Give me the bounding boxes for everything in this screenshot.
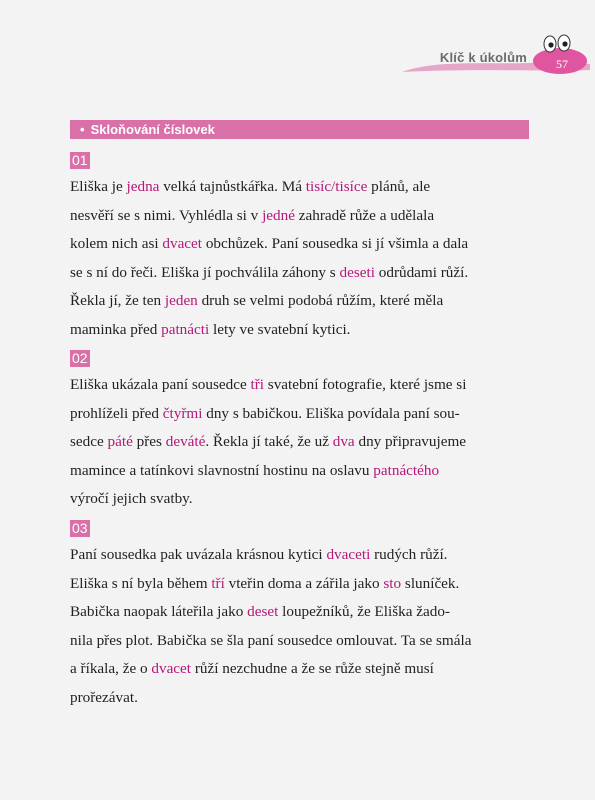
text-run: a říkala, že o	[70, 660, 152, 678]
text-run: Eliška je	[70, 178, 127, 195]
highlighted-numeral: deseti	[339, 263, 375, 281]
text-run: odrůdami růží.	[374, 263, 469, 281]
exercise-02	[70, 350, 540, 514]
highlighted-numeral: tři	[250, 376, 264, 393]
text-run: se s ní do řeči. Eliška jí pochválila záhony s	[70, 263, 340, 281]
section-title: Skloňování číslovek	[90, 122, 215, 137]
exercise-number: 01	[72, 152, 88, 168]
text-run: zahradě růže a udělala	[294, 206, 435, 224]
exercise-number: 02	[72, 350, 88, 366]
highlighted-numeral: patnáctého	[373, 461, 440, 479]
highlighted-numeral: jeden	[164, 292, 198, 310]
highlighted-numeral: patnácti	[161, 320, 210, 338]
highlighted-numeral: jedna	[126, 178, 160, 195]
text-run: Paní sousedka pak uvázala krásnou kytici	[70, 546, 327, 563]
text-run: lety ve svatební kytici.	[209, 320, 351, 338]
highlighted-numeral: jedné	[262, 206, 295, 224]
page-header	[400, 28, 595, 78]
text-run: Babička naopak láteřila jako	[70, 603, 248, 621]
text-run: plánů, ale	[367, 178, 431, 195]
text-run: nila přes plot. Babička se šla paní sousedce omlouvat. Ta se smála	[70, 631, 472, 649]
highlighted-numeral: sto	[383, 574, 402, 592]
text-run: sluníček.	[401, 574, 460, 592]
text-run: obchůzek. Paní sousedka si jí všimla a dala	[202, 235, 469, 253]
exercise-03	[70, 520, 540, 713]
highlighted-numeral: dvaceti	[326, 546, 371, 563]
text-run: Eliška ukázala paní sousedce	[70, 376, 251, 393]
text-run: Eliška s ní byla během	[70, 574, 212, 592]
text-run: prořezávat.	[70, 688, 138, 706]
exercise-number: 03	[72, 520, 88, 536]
page-number: 57	[556, 57, 568, 71]
highlighted-numeral: páté	[107, 433, 133, 451]
text-run: dny s babičkou. Eliška povídala paní sou-	[202, 404, 460, 422]
text-run: nesvěří se s nimi. Vyhlédla si v	[70, 206, 263, 224]
highlighted-numeral: tisíc/tisíce	[305, 178, 368, 195]
highlighted-numeral: čtyřmi	[162, 404, 203, 422]
text-run: kolem nich asi	[70, 235, 163, 253]
text-run: přes	[132, 433, 166, 451]
exercise-text	[70, 371, 540, 514]
section-heading	[70, 120, 529, 139]
text-run: maminka před	[70, 320, 162, 338]
header-title: Klíč k úkolům	[439, 50, 527, 65]
text-run: svatební fotografie, které jsme si	[264, 376, 467, 393]
text-run: prohlíželi před	[70, 404, 163, 422]
highlighted-numeral: dvacet	[162, 235, 203, 253]
text-run: sedce	[70, 433, 108, 451]
exercise-01	[70, 152, 540, 345]
text-run: růží nezchudne a že se růže stejně musí	[191, 660, 434, 678]
text-run: dny připravujeme	[354, 433, 467, 451]
highlighted-numeral: deset	[247, 603, 279, 621]
highlighted-numeral: tří	[211, 574, 225, 592]
exercise-text	[70, 173, 540, 345]
text-run: loupežníků, že Eliška žado-	[278, 603, 450, 621]
text-run: vteřin doma a zářila jako	[224, 574, 384, 592]
text-run: výročí jejich svatby.	[70, 490, 193, 508]
exercise-text	[70, 541, 540, 713]
highlighted-numeral: dvacet	[151, 660, 192, 678]
text-run: druh se velmi podobá růžím, které měla	[197, 292, 444, 310]
text-run: velká tajnůstkářka. Má	[159, 178, 306, 195]
highlighted-numeral: dva	[332, 433, 355, 451]
text-run: rudých růží.	[370, 546, 448, 563]
bullet-icon: •	[80, 122, 85, 137]
text-run: mamince a tatínkovi slavnostní hostinu na oslavu	[70, 461, 374, 479]
text-run: . Řekla jí také, že už	[205, 433, 333, 451]
highlighted-numeral: deváté	[165, 433, 206, 451]
text-run: Řekla jí, že ten	[70, 292, 165, 310]
